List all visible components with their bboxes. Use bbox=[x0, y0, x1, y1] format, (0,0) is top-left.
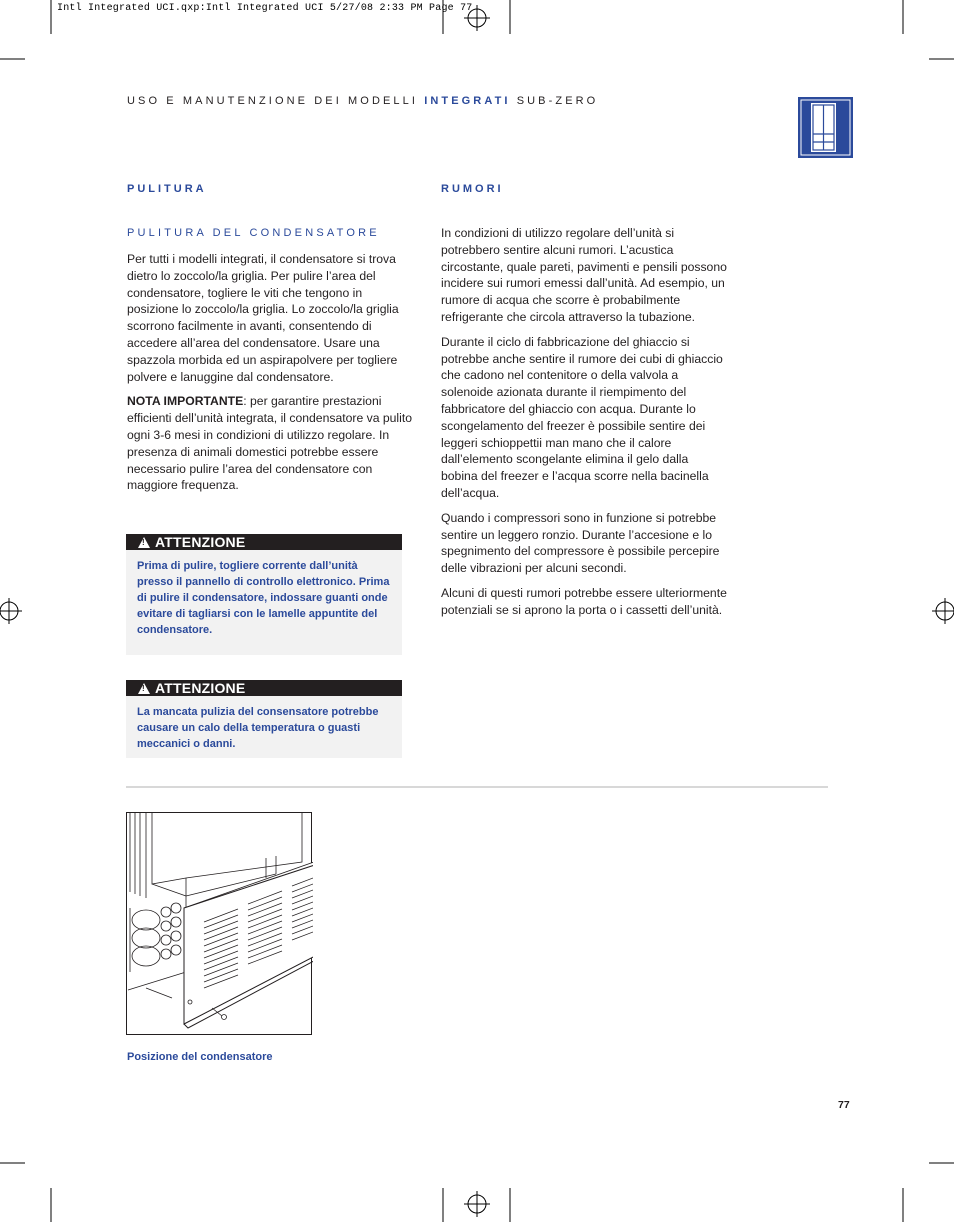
warning-icon: ! bbox=[138, 537, 150, 548]
right-body-text bbox=[441, 225, 727, 627]
registration-mark-right bbox=[932, 598, 954, 624]
warning-title: ATTENZIONE bbox=[155, 534, 246, 550]
warning-title: ATTENZIONE bbox=[155, 680, 246, 696]
running-head-suffix: SUB-ZERO bbox=[516, 95, 599, 107]
warning-text: La mancata pulizia del consensatore potrebbe causare un calo della temperatura o guasti meccanici o danni. bbox=[126, 696, 402, 758]
condenser-illustration bbox=[126, 812, 313, 1036]
important-note-label: NOTA IMPORTANTE bbox=[127, 394, 244, 409]
section-title-pulitura: PULITURA bbox=[127, 183, 207, 195]
warning-title-bar bbox=[126, 534, 402, 550]
important-note-text: : per garantire prestazioni efficienti dell’unità integrata, il condensatore va pulito ogni 3-6 mesi in condizioni di utilizzo regolare. In presenza di animali domestici potrebbe essere necessario pulire l’area del condensatore con maggiore frequenza. bbox=[127, 394, 413, 493]
section-title-rumori: RUMORI bbox=[441, 183, 504, 195]
registration-mark-left bbox=[0, 598, 22, 624]
figure-caption: Posizione del condensatore bbox=[127, 1051, 273, 1063]
warning-title-bar bbox=[126, 680, 402, 696]
integrated-refrigerator-icon bbox=[798, 97, 853, 158]
subsection-title-condensatore: PULITURA DEL CONDENSATORE bbox=[127, 227, 380, 239]
page-number: 77 bbox=[838, 1099, 850, 1111]
important-note-paragraph bbox=[127, 393, 415, 494]
noise-paragraph-3: Quando i compressori sono in funzione si potrebbe sentire un leggero ronzio. Durante l’accesione e lo spegnimento del compressore è possibile percepire delle vibrazioni per alcuni secondi. bbox=[441, 510, 720, 576]
running-head bbox=[127, 95, 598, 107]
warning-box-1 bbox=[126, 534, 402, 655]
warning-icon: ! bbox=[138, 683, 150, 694]
noise-paragraph-4: Alcuni di questi rumori potrebbe essere ulteriormente potenziali se si aprono la porta o i cassetti dell’unità. bbox=[441, 585, 727, 617]
warning-box-2 bbox=[126, 680, 402, 758]
noise-paragraph-1: In condizioni di utilizzo regolare dell’unità si potrebbero sentire alcuni rumori. L’acustica circostante, quale pareti, pavimenti e pensili possono incidere sui rumori emessi dall’unità. Ad esempio, un rumore di acqua che scorre è probabilmente refrigerante che circola attraverso la tubazione. bbox=[441, 226, 727, 324]
running-head-accent: INTEGRATI bbox=[424, 95, 511, 107]
noise-paragraph-2: Durante il ciclo di fabbricazione del ghiaccio si potrebbe anche sentire il rumore dei cubi di ghiaccio che cadono nel contenitore o della valvola a solenoide azionata durante il riempimento del fabbricatore del ghiaccio con acqua. Durante lo scongelamento del freezer è possibile sentire dei leggeri schioppettii man mano che il calore dall’elemento scongelante elimina il gelo dalla bobina del freezer e l’acqua scorre nella bacinella dell’acqua. bbox=[441, 334, 723, 500]
warning-text: Prima di pulire, togliere corrente dall’unità presso il pannello di controllo elettronico. Prima di pulire il condensatore, indossare guanti onde evitare di tagliarsi con le lamelle appuntite del condensatore. bbox=[126, 550, 402, 655]
cleaning-paragraph: Per tutti i modelli integrati, il condensatore si trova dietro lo zoccolo/la griglia. Per pulire l’area del condensatore, togliere le viti che tengono in posizione lo zoccolo/la griglia. Lo zoccolo/la griglia scorrono facilmente in avanti, consentendo di accedere all’area del condensatore. Usare una spazzola morbida ed un aspirapolvere per togliere polvere e lanuggine dal condensatore. bbox=[127, 252, 399, 384]
running-head-prefix: USO E MANUTENZIONE DEI MODELLI bbox=[127, 95, 419, 107]
registration-mark-bottom bbox=[464, 1191, 490, 1217]
print-slug: Intl Integrated UCI.qxp:Intl Integrated UCI 5/27/08 2:33 PM Page 77 bbox=[57, 3, 473, 14]
left-body-text bbox=[127, 251, 415, 502]
section-divider bbox=[126, 786, 828, 788]
